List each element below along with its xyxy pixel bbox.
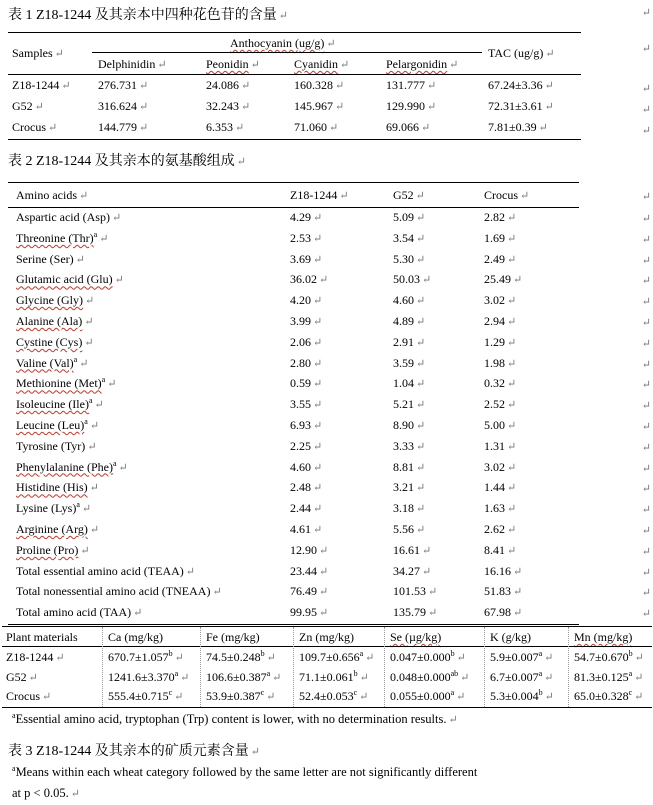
table3-header-k: K (g/kg) <box>490 630 531 644</box>
table1-row-sample: Z18-1244 ↵ <box>12 78 71 92</box>
table1-row-delphinidin: 276.731 ↵ <box>98 78 149 92</box>
table2-row-name: Total essential amino acid (TEAA) ↵ <box>16 563 195 578</box>
table3-row-value-ca: 555.4±0.715$^c$ ↵ <box>108 688 184 703</box>
table3-header-rule <box>2 646 652 647</box>
table3-column-divider <box>484 627 485 707</box>
table3-row-value-fe: 106.6±0.387$^a$ ↵ <box>206 668 282 684</box>
table1-row-peonidin: 32.243 ↵ <box>206 99 251 113</box>
table2-row-value-c: 3.02 ↵ <box>484 459 517 474</box>
table2-row-value-g: 8.90 ↵ <box>393 418 426 432</box>
table2-row-name: Lysine (Lys)$^a$ ↵ <box>16 500 92 516</box>
table2-row-name: Proline (Pro) ↵ <box>16 542 90 557</box>
table2-row-value-g: 2.91 ↵ <box>393 334 426 349</box>
paragraph-mark: ↵ <box>641 358 651 371</box>
table2-row-value-g: 5.56 ↵ <box>393 522 426 536</box>
table2-bottom-rule <box>8 624 579 625</box>
table3-row-value-mn: 81.3±0.125$^a$ ↵ <box>574 668 644 684</box>
table2-row-value-c: 1.98 ↵ <box>484 355 517 370</box>
table1-row-tac: 72.31±3.61 ↵ <box>488 99 554 113</box>
table1-subheader-delphinidin: Delphinidin ↵ <box>98 57 167 71</box>
paragraph-mark: ↵ <box>641 441 651 454</box>
table3-row-value-fe: 53.9±0.387$^c$ ↵ <box>206 688 276 703</box>
footnote-means-line2: at p < 0.05. ↵ <box>12 786 80 800</box>
table2-row-value-z: 2.48 ↵ <box>290 480 323 495</box>
table3-column-divider <box>200 627 201 707</box>
table2-row-value-z: 4.20 ↵ <box>290 293 323 308</box>
paragraph-mark: ↵ <box>641 337 651 350</box>
table2-row-value-g: 50.03 ↵ <box>393 272 432 287</box>
table3-header-ca: Ca (mg/kg) <box>108 630 163 644</box>
table2-row-name: Leucine (Leu)$^a$ ↵ <box>16 417 100 432</box>
table2-row-value-z: 2.25 ↵ <box>290 438 323 453</box>
table2-row-value-c: 25.49 ↵ <box>484 272 523 287</box>
table2-row-value-z: 2.80 ↵ <box>290 355 323 370</box>
table2-row-name: Total nonessential amino acid (TNEAA) ↵ <box>16 584 222 599</box>
paragraph-mark: ↵ <box>641 587 651 600</box>
table3-row-value-mn: 54.7±0.670$^b$ ↵ <box>574 649 644 664</box>
table2-header-amino-acids: Amino acids ↵ <box>16 188 89 202</box>
table1-header-samples: Samples ↵ <box>12 46 64 60</box>
table2-row-value-z: 4.29 ↵ <box>290 210 323 224</box>
footnote-means-line1: $^a$Means within each wheat category followed by the same letter are not significantly different <box>12 763 478 779</box>
table1-group-rule <box>92 52 482 53</box>
table2-row-name: Total amino acid (TAA) ↵ <box>16 605 143 620</box>
table2-row-value-g: 5.21 ↵ <box>393 397 426 412</box>
table2-row-value-c: 1.44 ↵ <box>484 480 517 495</box>
table3-row-plant: Crocus ↵ <box>6 689 52 703</box>
table2-row-value-c: 2.49 ↵ <box>484 251 517 266</box>
table2-caption: 表 2 Z18-1244 及其亲本的氨基酸组成 ↵ <box>8 154 246 169</box>
table2-row-value-c: 1.31 ↵ <box>484 438 517 453</box>
table2-row-value-g: 34.27 ↵ <box>393 563 432 578</box>
table2-row-value-g: 4.89 ↵ <box>393 314 426 328</box>
table3-header-plant-materials: Plant materials <box>6 630 78 644</box>
table3-row-plant: Z18-1244 ↵ <box>6 650 65 664</box>
table1-row-tac: 67.24±3.36 ↵ <box>488 78 554 92</box>
table1-caption: 表 1 Z18-1244 及其亲本中四种花色苷的含量 ↵ <box>8 8 288 23</box>
paragraph-mark: ↵ <box>641 483 651 496</box>
table3-row-value-ca: 1241.6±3.370$^a$ ↵ <box>108 668 190 684</box>
table2-row-value-g: 3.18 ↵ <box>393 501 426 516</box>
paragraph-mark: ↵ <box>641 566 651 579</box>
table2-row-value-c: 8.41 ↵ <box>484 542 517 557</box>
paragraph-mark: ↵ <box>641 213 651 225</box>
paragraph-mark: ↵ <box>641 125 651 137</box>
table2-row-value-c: 1.63 ↵ <box>484 501 517 516</box>
table3-row-value-ca: 670.7±1.057$^b$ ↵ <box>108 649 184 664</box>
table3-row-value-zn: 109.7±0.656$^a$ ↵ <box>299 649 375 664</box>
table2-row-value-g: 135.79 ↵ <box>393 605 438 620</box>
table1-header-rule <box>8 74 581 75</box>
table2-row-value-g: 3.33 ↵ <box>393 438 426 453</box>
paragraph-mark: ↵ <box>641 379 651 392</box>
table1-row-sample: Crocus ↵ <box>12 120 58 134</box>
paragraph-mark: ↵ <box>641 296 651 309</box>
table3-row-value-zn: 52.4±0.053$^c$ ↵ <box>299 688 369 703</box>
paragraph-mark: ↵ <box>641 104 651 116</box>
table2-header-rule <box>8 207 579 208</box>
table1-row-sample: G52 ↵ <box>12 99 44 113</box>
table2-row-value-z: 76.49 ↵ <box>290 584 329 599</box>
table3-row-value-k: 5.9±0.007$^a$ ↵ <box>490 649 554 664</box>
paragraph-mark: ↵ <box>641 83 651 95</box>
table1-row-peonidin: 24.086 ↵ <box>206 78 251 92</box>
table2-row-value-z: 12.90 ↵ <box>290 542 329 557</box>
paragraph-mark: ↵ <box>641 43 651 55</box>
table3-column-divider <box>568 627 569 707</box>
table2-row-name: Glutamic acid (Glu) ↵ <box>16 272 124 287</box>
table2-row-value-g: 4.60 ↵ <box>393 293 426 308</box>
table3-header-zn: Zn (mg/kg) <box>299 630 354 644</box>
table2-row-value-c: 2.82 ↵ <box>484 210 517 224</box>
table3-column-divider <box>102 627 103 707</box>
table2-row-value-g: 1.04 ↵ <box>393 376 426 391</box>
paragraph-mark: ↵ <box>641 191 651 203</box>
table3-header-se: Se (µg/kg) <box>390 630 442 644</box>
table3-caption: 表 3 Z18-1244 及其亲本的矿质元素含量 ↵ <box>8 744 260 759</box>
table1-row-pelargonidin: 129.990 ↵ <box>386 99 437 113</box>
table1-bottom-rule <box>8 139 581 140</box>
table2-row-value-g: 3.59 ↵ <box>393 355 426 370</box>
table2-row-name: Alanine (Ala) ↵ <box>16 314 94 328</box>
table1-row-delphinidin: 316.624 ↵ <box>98 99 149 113</box>
table3-row-value-se: 0.048±0.000$^{ab}$ ↵ <box>390 668 470 684</box>
table2-row-name: Methionine (Met)$^a$ ↵ <box>16 375 117 391</box>
paragraph-mark: ↵ <box>641 7 651 19</box>
table3-header-mn: Mn (mg/kg) <box>574 630 633 644</box>
table2-row-value-z: 3.55 ↵ <box>290 397 323 412</box>
table2-row-value-c: 51.83 ↵ <box>484 584 523 599</box>
paragraph-mark: ↵ <box>641 421 651 433</box>
table2-row-value-g: 8.81 ↵ <box>393 459 426 474</box>
paragraph-mark: ↵ <box>641 608 651 621</box>
table2-row-value-z: 99.95 ↵ <box>290 605 329 620</box>
paragraph-mark: ↵ <box>641 545 651 558</box>
paragraph-mark: ↵ <box>641 275 651 288</box>
table3-row-value-se: 0.055±0.000$^a$ ↵ <box>390 688 466 703</box>
table2-row-value-c: 2.62 ↵ <box>484 522 517 536</box>
table2-row-value-z: 2.44 ↵ <box>290 501 323 516</box>
table1-row-cyanidin: 71.060 ↵ <box>294 120 339 134</box>
table3-column-divider <box>293 627 294 707</box>
table3-row-value-k: 6.7±0.007$^a$ ↵ <box>490 668 554 684</box>
table1-row-cyanidin: 145.967 ↵ <box>294 99 345 113</box>
table2-row-value-g: 16.61 ↵ <box>393 542 432 557</box>
table2-row-name: Aspartic acid (Asp) ↵ <box>16 210 122 224</box>
table1-subheader-cyanidin: Cyanidin ↵ <box>294 57 350 71</box>
table1-row-pelargonidin: 69.066 ↵ <box>386 120 431 134</box>
table2-row-name: Cystine (Cys) ↵ <box>16 334 94 349</box>
table2-row-value-c: 2.52 ↵ <box>484 397 517 412</box>
table2-row-value-c: 1.69 ↵ <box>484 230 517 245</box>
table2-row-value-g: 5.09 ↵ <box>393 210 426 224</box>
table2-row-value-z: 23.44 ↵ <box>290 563 329 578</box>
table2-row-name: Isoleucine (Ile)$^a$ ↵ <box>16 396 104 412</box>
table2-row-value-g: 5.30 ↵ <box>393 251 426 266</box>
table3-row-value-k: 5.3±0.004$^b$ ↵ <box>490 688 554 703</box>
table3-row-plant: G52 ↵ <box>6 669 38 684</box>
paragraph-mark: ↵ <box>641 504 651 517</box>
table2-row-value-z: 0.59 ↵ <box>290 376 323 391</box>
table2-row-value-z: 3.69 ↵ <box>290 251 323 266</box>
table1-row-delphinidin: 144.779 ↵ <box>98 120 149 134</box>
table2-row-name: Serine (Ser) ↵ <box>16 251 85 266</box>
paragraph-mark: ↵ <box>641 317 651 329</box>
table2-row-value-z: 2.06 ↵ <box>290 334 323 349</box>
paragraph-mark: ↵ <box>641 254 651 267</box>
table3-bottom-rule <box>2 707 652 708</box>
table2-row-value-g: 101.53 ↵ <box>393 584 438 599</box>
table1-header-tac: TAC (ug/g) ↵ <box>488 46 555 60</box>
table2-row-value-z: 4.61 ↵ <box>290 522 323 536</box>
table2-row-name: Glycine (Gly) ↵ <box>16 293 95 308</box>
table3-row-value-mn: 65.0±0.328$^c$ ↵ <box>574 688 644 703</box>
table3-top-rule <box>2 626 652 627</box>
table1-top-rule <box>8 32 581 33</box>
table2-top-rule <box>8 182 579 183</box>
table2-row-name: Tyrosine (Tyr) ↵ <box>16 438 97 453</box>
table2-row-name: Threonine (Thr)$^a$ ↵ <box>16 229 109 245</box>
table2-row-name: Phenylalanine (Phe)$^a$ ↵ <box>16 458 128 474</box>
paragraph-mark: ↵ <box>641 462 651 475</box>
table2-row-value-z: 3.99 ↵ <box>290 314 323 328</box>
table2-row-value-g: 3.21 ↵ <box>393 480 426 495</box>
table2-header-g52: G52 ↵ <box>393 188 425 202</box>
table2-row-value-z: 6.93 ↵ <box>290 418 323 432</box>
table2-row-value-c: 0.32 ↵ <box>484 376 517 391</box>
table2-row-name: Histidine (His) ↵ <box>16 480 99 495</box>
table1-row-cyanidin: 160.328 ↵ <box>294 78 345 92</box>
table3-column-divider <box>384 627 385 707</box>
table2-row-value-c: 67.98 ↵ <box>484 605 523 620</box>
table2-row-value-g: 3.54 ↵ <box>393 230 426 245</box>
table3-row-value-se: 0.047±0.000$^b$ ↵ <box>390 649 466 664</box>
table2-row-value-z: 4.60 ↵ <box>290 459 323 474</box>
table1-subheader-pelargonidin: Pelargonidin ↵ <box>386 57 459 71</box>
table1-subheader-peonidin: Peonidin ↵ <box>206 57 260 71</box>
table1-row-peonidin: 6.353 ↵ <box>206 120 245 134</box>
table2-row-value-c: 1.29 ↵ <box>484 334 517 349</box>
table2-row-name: Arginine (Arg) ↵ <box>16 522 100 536</box>
table3-row-value-fe: 74.5±0.248$^b$ ↵ <box>206 649 276 664</box>
table1-row-pelargonidin: 131.777 ↵ <box>386 78 437 92</box>
table1-row-tac: 7.81±0.39 ↵ <box>488 120 548 134</box>
paragraph-mark: ↵ <box>641 525 651 537</box>
paragraph-mark: ↵ <box>641 400 651 413</box>
table2-header-z18: Z18-1244 ↵ <box>290 188 349 202</box>
table2-row-value-c: 2.94 ↵ <box>484 314 517 328</box>
table2-row-value-c: 5.00 ↵ <box>484 418 517 432</box>
paragraph-mark: ↵ <box>641 233 651 246</box>
table3-row-value-zn: 71.1±0.061$^b$ ↵ <box>299 668 369 684</box>
table2-row-value-z: 2.53 ↵ <box>290 230 323 245</box>
table3-header-fe: Fe (mg/kg) <box>206 630 260 644</box>
table2-row-value-z: 36.02 ↵ <box>290 272 329 287</box>
table2-header-crocus: Crocus ↵ <box>484 188 530 202</box>
table1-header-anthocyanin: Anthocyanin (ug/g) ↵ <box>230 36 336 50</box>
footnote-essential-amino-acid: $^a$Essential amino acid, tryptophan (Trp) content is lower, with no determination results. ↵ <box>12 710 458 726</box>
table2-row-name: Valine (Val)$^a$ ↵ <box>16 354 89 370</box>
table2-row-value-c: 3.02 ↵ <box>484 293 517 308</box>
table2-row-value-c: 16.16 ↵ <box>484 563 523 578</box>
